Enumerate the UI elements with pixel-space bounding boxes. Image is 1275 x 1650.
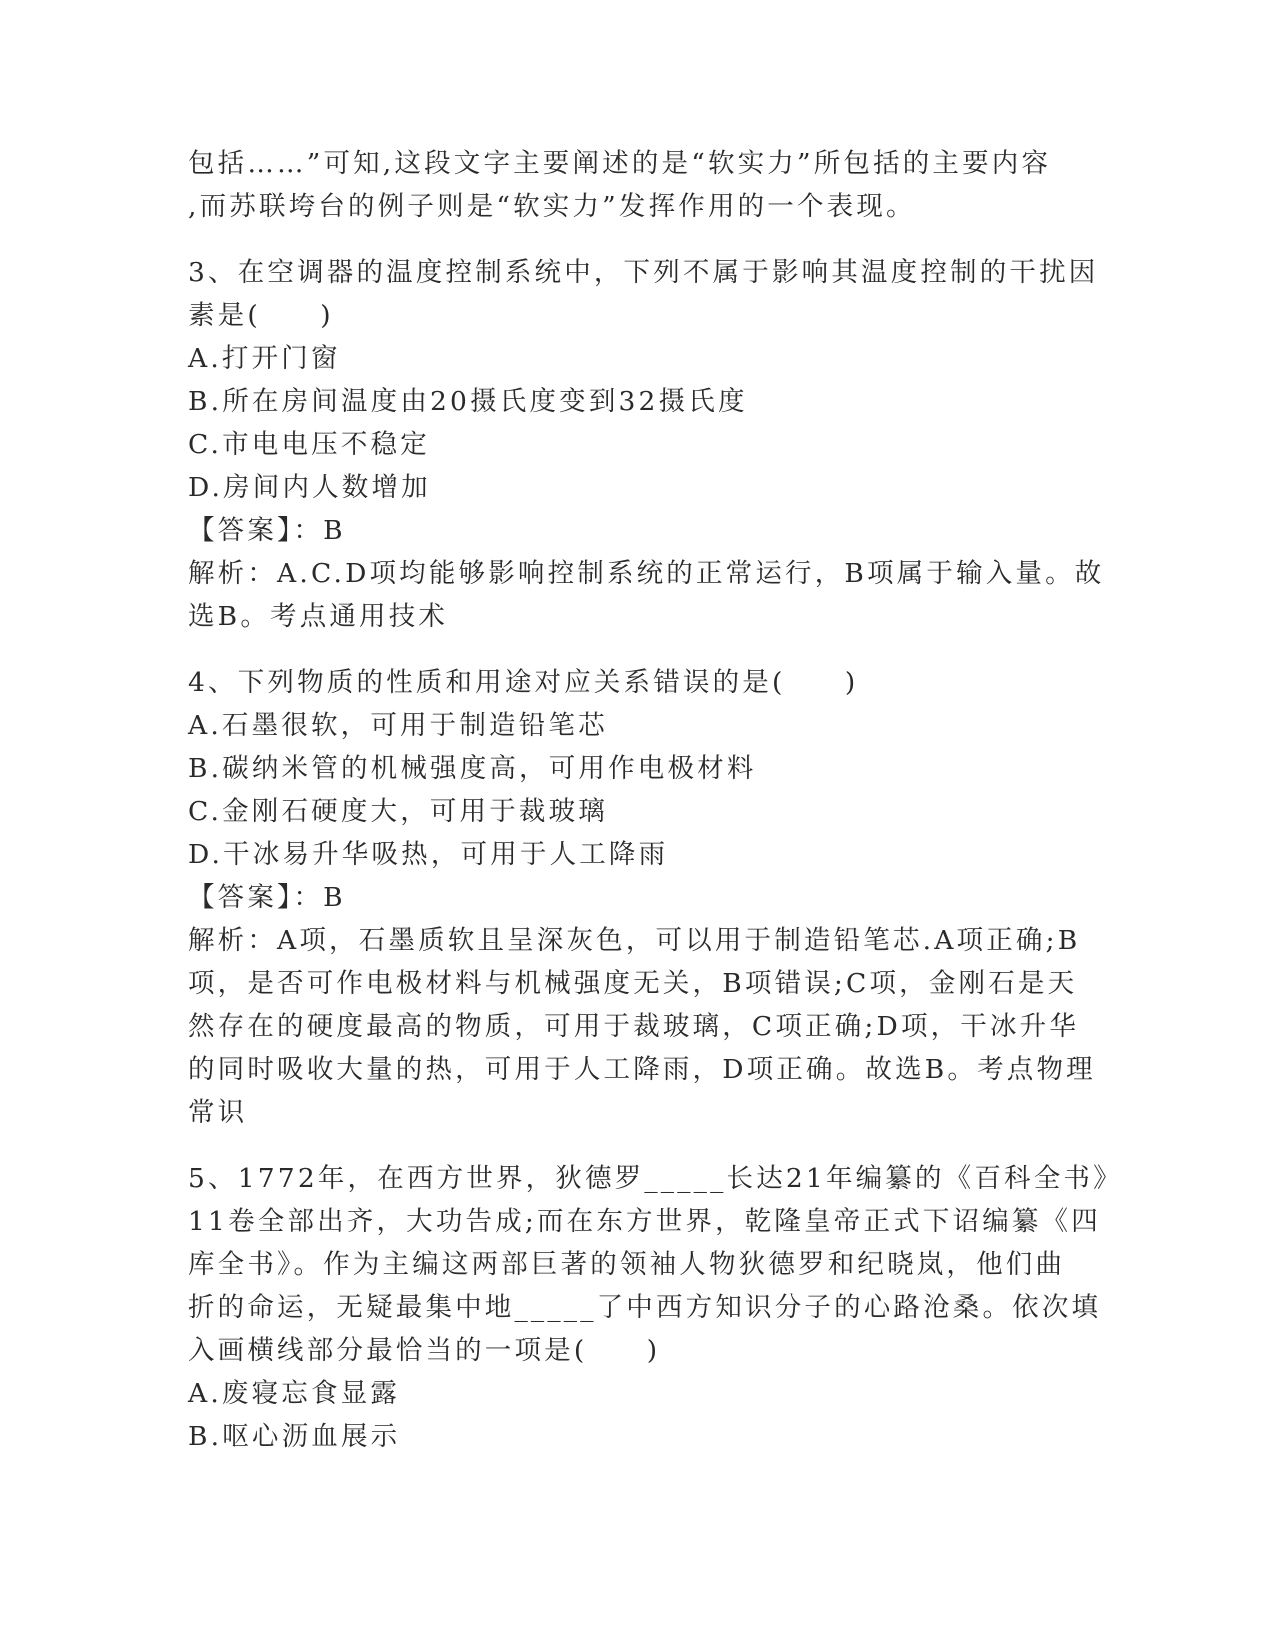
q3-option-c: C.市电电压不稳定: [188, 429, 430, 460]
q4-analysis: 然存在的硬度最高的物质，可用于裁玻璃，C项正确;D项，干冰升华: [188, 1011, 1080, 1042]
q4-option-b: B.碳纳米管的机械强度高，可用作电极材料: [188, 753, 757, 784]
q3-analysis: 选B。考点通用技术: [188, 601, 449, 632]
q4-option-c: C.金刚石硬度大，可用于裁玻璃: [188, 796, 608, 827]
q5-question: 入画横线部分最恰当的一项是( ): [188, 1335, 661, 1366]
q5-question: 折的命运，无疑最集中地_____了中西方知识分子的心路沧桑。依次填: [188, 1292, 1102, 1323]
q3-question: 3、在空调器的温度控制系统中，下列不属于影响其温度控制的干扰因: [188, 257, 1099, 288]
q4-answer: 【答案】：B: [188, 882, 346, 913]
q5-question: 库全书》。作为主编这两部巨著的领袖人物狄德罗和纪晓岚，他们曲: [188, 1249, 1066, 1280]
q5-option-b: B.呕心沥血展示: [188, 1421, 401, 1452]
q5-question: 11卷全部出齐，大功告成;而在东方世界，乾隆皇帝正式下诏编纂《四: [188, 1206, 1101, 1237]
q4-option-d: D.干冰易升华吸热，可用于人工降雨: [188, 839, 669, 870]
q3-option-a: A.打开门窗: [188, 343, 341, 374]
q3-option-b: B.所在房间温度由20摄氏度变到32摄氏度: [188, 386, 748, 417]
q3-option-d: D.房间内人数增加: [188, 472, 431, 503]
q4-analysis: 解析：A项，石墨质软且呈深灰色，可以用于制造铅笔芯.A项正确;B: [188, 925, 1081, 956]
q3-answer: 【答案】：B: [188, 515, 346, 546]
q5-option-a: A.废寝忘食显露: [188, 1378, 401, 1409]
intro-line: ,而苏联垮台的例子则是“软实力”发挥作用的一个表现。: [188, 191, 916, 222]
intro-line: 包括……”可知,这段文字主要阐述的是“软实力”所包括的主要内容: [188, 148, 1052, 179]
q4-question: 4、下列物质的性质和用途对应关系错误的是( ): [188, 667, 859, 698]
q3-question: 素是( ): [188, 300, 334, 331]
q4-analysis: 常识: [188, 1097, 248, 1128]
q3-analysis: 解析：A.C.D项均能够影响控制系统的正常运行，B项属于输入量。故: [188, 558, 1105, 589]
q4-analysis: 项，是否可作电极材料与机械强度无关，B项错误;C项，金刚石是天: [188, 968, 1078, 999]
q4-option-a: A.石墨很软，可用于制造铅笔芯: [188, 710, 608, 741]
q4-analysis: 的同时吸收大量的热，可用于人工降雨，D项正确。故选B。考点物理: [188, 1054, 1096, 1085]
document-page: [188, 142, 1123, 1458]
q5-question: 5、1772年，在西方世界，狄德罗_____长达21年编纂的《百科全书》: [188, 1163, 1123, 1194]
